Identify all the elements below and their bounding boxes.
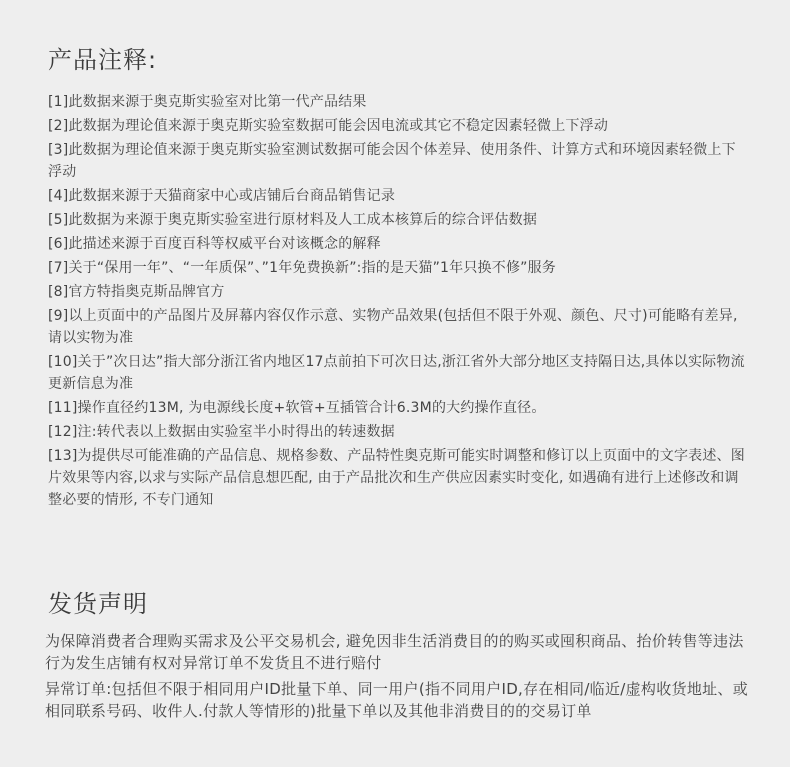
- note-number: [12]: [48, 424, 78, 440]
- note-text: 此数据为理论值来源于奥克斯实验室测试数据可能会因个体差异、使用条件、计算方式和环境因素轻微上下浮动: [48, 142, 736, 180]
- note-item: [48, 351, 748, 395]
- note-item: [48, 421, 748, 443]
- note-item: [48, 209, 748, 231]
- note-number: [2]: [48, 118, 69, 134]
- note-number: [1]: [48, 94, 69, 110]
- note-text: 为提供尽可能准确的产品信息、规格参数、产品特性奥克斯可能实时调整和修订以上页面中的文字表述、图片效果等内容,以求与实际产品信息想匹配, 由于产品批次和生产供应因素实时变化, 如遇确有进行上述修改和调整必要的情形, 不专门通知: [48, 448, 745, 508]
- note-text: 操作直径约13M, 为电源线长度+软管+互插管合计6.3M的大约操作直径。: [77, 400, 546, 416]
- note-item: [48, 185, 748, 207]
- shipping-paragraph: 为保障消费者合理购买需求及公平交易机会, 避免因非生活消费目的的购买或囤积商品、抬价转售等违法行为发生店铺有权对异常订单不发货且不进行赔付: [45, 632, 744, 672]
- note-number: [6]: [48, 236, 69, 252]
- note-item: [48, 445, 748, 511]
- note-text: 此数据为理论值来源于奥克斯实验室数据可能会因电流或其它不稳定因素轻微上下浮动: [68, 118, 609, 134]
- product-notes-title: 产品注释:: [48, 46, 158, 74]
- note-number: [9]: [48, 308, 69, 324]
- note-item: [48, 257, 748, 279]
- note-item: [48, 305, 748, 349]
- note-number: [10]: [48, 354, 78, 370]
- product-notes-list: [48, 91, 748, 513]
- note-text: 关于“保用一年”、“一年质保”、”1年免费换新”:指的是天猫”1年只换不修”服务: [68, 260, 556, 276]
- note-item: [48, 233, 748, 255]
- note-item: [48, 91, 748, 113]
- note-item: [48, 281, 748, 303]
- note-text: 以上页面中的产品图片及屏幕内容仅作示意、实物产品效果(包括但不限于外观、颜色、尺寸)可能略有差异, 请以实物为准: [48, 308, 738, 346]
- note-item: [48, 115, 748, 137]
- note-item: [48, 397, 748, 419]
- note-text: 注:转代表以上数据由实验室半小时得出的转速数据: [77, 424, 395, 440]
- shipping-statement-title: 发货声明: [48, 590, 148, 618]
- note-number: [4]: [48, 188, 69, 204]
- note-item: [48, 139, 748, 183]
- note-text: 此数据来源于奥克斯实验室对比第一代产品结果: [68, 94, 367, 110]
- note-text: 此数据来源于天猫商家中心或店铺后台商品销售记录: [68, 188, 396, 204]
- note-number: [7]: [48, 260, 69, 276]
- note-number: [3]: [48, 142, 69, 158]
- note-number: [8]: [48, 284, 69, 300]
- note-text: 官方特指奥克斯品牌官方: [68, 284, 225, 300]
- shipping-statement-body: [45, 630, 755, 726]
- note-number: [13]: [48, 448, 78, 464]
- abnormal-order-paragraph: 异常订单:包括但不限于相同用户ID批量下单、同一用户(指不同用户ID,存在相同/临近/虚构收货地址、或相同联系号码、收件人.付款人等情形的)批量下单以及其他非消费目的的交易订单: [45, 680, 749, 720]
- note-number: [5]: [48, 212, 69, 228]
- note-text: 此数据为来源于奥克斯实验室进行原材料及人工成本核算后的综合评估数据: [68, 212, 538, 228]
- note-text: 关于”次日达”指大部分浙江省内地区17点前拍下可次日达,浙江省外大部分地区支持隔日达,具体以实际物流更新信息为准: [48, 354, 745, 392]
- note-number: [11]: [48, 400, 78, 416]
- note-text: 此描述来源于百度百科等权威平台对该概念的解释: [68, 236, 381, 252]
